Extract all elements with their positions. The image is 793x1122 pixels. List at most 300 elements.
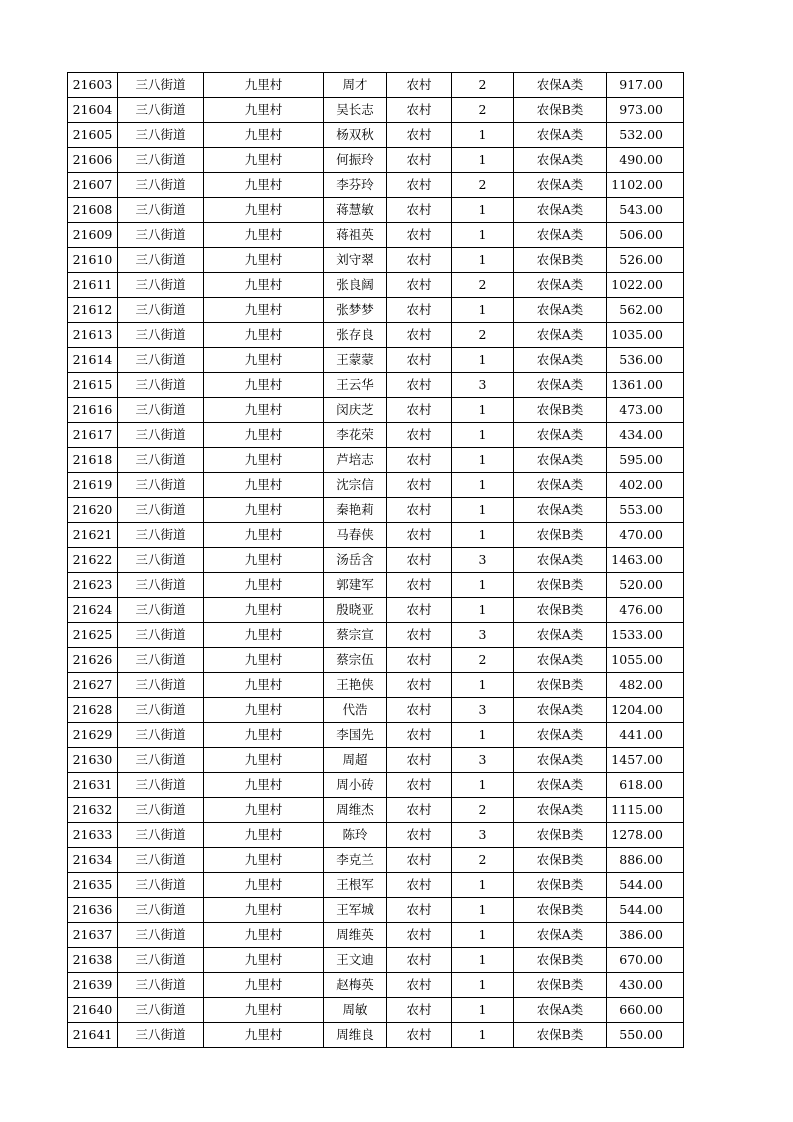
category-cell: 农保B类 — [514, 598, 607, 623]
village-cell: 九里村 — [204, 723, 324, 748]
category-cell: 农保A类 — [514, 798, 607, 823]
record-id-cell: 21610 — [68, 248, 118, 273]
record-id-cell: 21634 — [68, 848, 118, 873]
category-cell: 农保A类 — [514, 348, 607, 373]
name-cell: 马春侠 — [324, 523, 387, 548]
street-cell: 三八街道 — [118, 798, 204, 823]
amount-cell: 490.00 — [607, 148, 684, 173]
record-id-cell: 21614 — [68, 348, 118, 373]
table-row — [68, 298, 684, 323]
record-id-cell: 21633 — [68, 823, 118, 848]
village-cell: 九里村 — [204, 198, 324, 223]
household-type-cell: 农村 — [387, 873, 452, 898]
name-cell: 李国先 — [324, 723, 387, 748]
street-cell: 三八街道 — [118, 998, 204, 1023]
name-cell: 汤岳含 — [324, 548, 387, 573]
village-cell: 九里村 — [204, 798, 324, 823]
table-row — [68, 923, 684, 948]
people-count-cell: 1 — [452, 423, 514, 448]
people-count-cell: 1 — [452, 523, 514, 548]
table-row — [68, 698, 684, 723]
household-type-cell: 农村 — [387, 448, 452, 473]
people-count-cell: 1 — [452, 673, 514, 698]
category-cell: 农保A类 — [514, 648, 607, 673]
table-row — [68, 748, 684, 773]
street-cell: 三八街道 — [118, 348, 204, 373]
category-cell: 农保B类 — [514, 573, 607, 598]
name-cell: 王艳侠 — [324, 673, 387, 698]
name-cell: 芦培志 — [324, 448, 387, 473]
household-type-cell: 农村 — [387, 373, 452, 398]
amount-cell: 544.00 — [607, 873, 684, 898]
category-cell: 农保A类 — [514, 423, 607, 448]
village-cell: 九里村 — [204, 498, 324, 523]
household-type-cell: 农村 — [387, 598, 452, 623]
street-cell: 三八街道 — [118, 173, 204, 198]
category-cell: 农保A类 — [514, 698, 607, 723]
table-body — [68, 73, 684, 1048]
people-count-cell: 1 — [452, 948, 514, 973]
record-id-cell: 21629 — [68, 723, 118, 748]
record-id-cell: 21622 — [68, 548, 118, 573]
name-cell: 王根军 — [324, 873, 387, 898]
people-count-cell: 3 — [452, 373, 514, 398]
table-row — [68, 398, 684, 423]
table-row — [68, 198, 684, 223]
table-row — [68, 273, 684, 298]
people-count-cell: 1 — [452, 973, 514, 998]
record-id-cell: 21637 — [68, 923, 118, 948]
amount-cell: 660.00 — [607, 998, 684, 1023]
category-cell: 农保B类 — [514, 398, 607, 423]
name-cell: 蒋祖英 — [324, 223, 387, 248]
street-cell: 三八街道 — [118, 473, 204, 498]
household-type-cell: 农村 — [387, 348, 452, 373]
table-row — [68, 248, 684, 273]
table-row — [68, 323, 684, 348]
street-cell: 三八街道 — [118, 648, 204, 673]
category-cell: 农保A类 — [514, 298, 607, 323]
street-cell: 三八街道 — [118, 898, 204, 923]
record-id-cell: 21623 — [68, 573, 118, 598]
street-cell: 三八街道 — [118, 273, 204, 298]
people-count-cell: 2 — [452, 73, 514, 98]
household-type-cell: 农村 — [387, 273, 452, 298]
street-cell: 三八街道 — [118, 973, 204, 998]
name-cell: 王蒙蒙 — [324, 348, 387, 373]
category-cell: 农保B类 — [514, 898, 607, 923]
village-cell: 九里村 — [204, 698, 324, 723]
street-cell: 三八街道 — [118, 848, 204, 873]
name-cell: 蔡宗伍 — [324, 648, 387, 673]
category-cell: 农保A类 — [514, 173, 607, 198]
record-id-cell: 21619 — [68, 473, 118, 498]
household-type-cell: 农村 — [387, 123, 452, 148]
amount-cell: 618.00 — [607, 773, 684, 798]
people-count-cell: 3 — [452, 823, 514, 848]
table-row — [68, 448, 684, 473]
people-count-cell: 1 — [452, 723, 514, 748]
household-type-cell: 农村 — [387, 723, 452, 748]
table-row — [68, 173, 684, 198]
people-count-cell: 1 — [452, 248, 514, 273]
village-cell: 九里村 — [204, 1023, 324, 1048]
amount-cell: 441.00 — [607, 723, 684, 748]
category-cell: 农保A类 — [514, 773, 607, 798]
amount-cell: 1457.00 — [607, 748, 684, 773]
record-id-cell: 21612 — [68, 298, 118, 323]
table-row — [68, 123, 684, 148]
street-cell: 三八街道 — [118, 373, 204, 398]
household-type-cell: 农村 — [387, 548, 452, 573]
household-type-cell: 农村 — [387, 198, 452, 223]
people-count-cell: 1 — [452, 398, 514, 423]
village-cell: 九里村 — [204, 573, 324, 598]
village-cell: 九里村 — [204, 973, 324, 998]
household-type-cell: 农村 — [387, 923, 452, 948]
category-cell: 农保B类 — [514, 98, 607, 123]
category-cell: 农保B类 — [514, 873, 607, 898]
people-count-cell: 1 — [452, 298, 514, 323]
people-count-cell: 1 — [452, 473, 514, 498]
village-cell: 九里村 — [204, 73, 324, 98]
table-row — [68, 473, 684, 498]
street-cell: 三八街道 — [118, 523, 204, 548]
household-type-cell: 农村 — [387, 898, 452, 923]
village-cell: 九里村 — [204, 673, 324, 698]
household-type-cell: 农村 — [387, 248, 452, 273]
street-cell: 三八街道 — [118, 1023, 204, 1048]
name-cell: 周敏 — [324, 998, 387, 1023]
amount-cell: 434.00 — [607, 423, 684, 448]
household-type-cell: 农村 — [387, 223, 452, 248]
name-cell: 张良阔 — [324, 273, 387, 298]
record-id-cell: 21603 — [68, 73, 118, 98]
name-cell: 王军城 — [324, 898, 387, 923]
street-cell: 三八街道 — [118, 198, 204, 223]
household-type-cell: 农村 — [387, 848, 452, 873]
street-cell: 三八街道 — [118, 748, 204, 773]
village-cell: 九里村 — [204, 223, 324, 248]
street-cell: 三八街道 — [118, 598, 204, 623]
people-count-cell: 2 — [452, 273, 514, 298]
street-cell: 三八街道 — [118, 448, 204, 473]
name-cell: 周小砖 — [324, 773, 387, 798]
street-cell: 三八街道 — [118, 823, 204, 848]
name-cell: 李克兰 — [324, 848, 387, 873]
street-cell: 三八街道 — [118, 923, 204, 948]
people-count-cell: 2 — [452, 798, 514, 823]
name-cell: 何振玲 — [324, 148, 387, 173]
household-type-cell: 农村 — [387, 498, 452, 523]
name-cell: 周维良 — [324, 1023, 387, 1048]
amount-cell: 1035.00 — [607, 323, 684, 348]
name-cell: 张存良 — [324, 323, 387, 348]
people-count-cell: 3 — [452, 698, 514, 723]
village-cell: 九里村 — [204, 873, 324, 898]
category-cell: 农保A类 — [514, 473, 607, 498]
record-id-cell: 21638 — [68, 948, 118, 973]
amount-cell: 917.00 — [607, 73, 684, 98]
record-id-cell: 21616 — [68, 398, 118, 423]
street-cell: 三八街道 — [118, 423, 204, 448]
record-id-cell: 21639 — [68, 973, 118, 998]
category-cell: 农保A类 — [514, 548, 607, 573]
village-cell: 九里村 — [204, 848, 324, 873]
record-id-cell: 21640 — [68, 998, 118, 1023]
table-row — [68, 623, 684, 648]
table-row — [68, 873, 684, 898]
table-row — [68, 223, 684, 248]
people-count-cell: 1 — [452, 123, 514, 148]
record-id-cell: 21625 — [68, 623, 118, 648]
household-type-cell: 农村 — [387, 648, 452, 673]
household-type-cell: 农村 — [387, 673, 452, 698]
category-cell: 农保A类 — [514, 998, 607, 1023]
record-id-cell: 21632 — [68, 798, 118, 823]
village-cell: 九里村 — [204, 273, 324, 298]
table-row — [68, 573, 684, 598]
category-cell: 农保B类 — [514, 673, 607, 698]
people-count-cell: 1 — [452, 223, 514, 248]
category-cell: 农保A类 — [514, 123, 607, 148]
village-cell: 九里村 — [204, 348, 324, 373]
amount-cell: 1533.00 — [607, 623, 684, 648]
amount-cell: 595.00 — [607, 448, 684, 473]
people-count-cell: 2 — [452, 648, 514, 673]
amount-cell: 1115.00 — [607, 798, 684, 823]
amount-cell: 470.00 — [607, 523, 684, 548]
category-cell: 农保A类 — [514, 373, 607, 398]
people-count-cell: 2 — [452, 848, 514, 873]
table-row — [68, 423, 684, 448]
amount-cell: 543.00 — [607, 198, 684, 223]
street-cell: 三八街道 — [118, 398, 204, 423]
amount-cell: 550.00 — [607, 1023, 684, 1048]
category-cell: 农保A类 — [514, 73, 607, 98]
category-cell: 农保B类 — [514, 823, 607, 848]
village-cell: 九里村 — [204, 248, 324, 273]
table-row — [68, 823, 684, 848]
name-cell: 周维杰 — [324, 798, 387, 823]
amount-cell: 506.00 — [607, 223, 684, 248]
household-type-cell: 农村 — [387, 798, 452, 823]
amount-cell: 1055.00 — [607, 648, 684, 673]
table-row — [68, 973, 684, 998]
name-cell: 蒋慧敏 — [324, 198, 387, 223]
record-id-cell: 21609 — [68, 223, 118, 248]
amount-cell: 562.00 — [607, 298, 684, 323]
table-row — [68, 673, 684, 698]
table-row — [68, 523, 684, 548]
village-cell: 九里村 — [204, 323, 324, 348]
category-cell: 农保B类 — [514, 1023, 607, 1048]
village-cell: 九里村 — [204, 148, 324, 173]
name-cell: 刘守翠 — [324, 248, 387, 273]
name-cell: 周维英 — [324, 923, 387, 948]
table-row — [68, 773, 684, 798]
record-id-cell: 21618 — [68, 448, 118, 473]
street-cell: 三八街道 — [118, 948, 204, 973]
category-cell: 农保B类 — [514, 248, 607, 273]
record-id-cell: 21641 — [68, 1023, 118, 1048]
people-count-cell: 3 — [452, 548, 514, 573]
village-cell: 九里村 — [204, 398, 324, 423]
village-cell: 九里村 — [204, 823, 324, 848]
table-row — [68, 848, 684, 873]
amount-cell: 473.00 — [607, 398, 684, 423]
record-id-cell: 21631 — [68, 773, 118, 798]
village-cell: 九里村 — [204, 773, 324, 798]
category-cell: 农保A类 — [514, 323, 607, 348]
amount-cell: 1204.00 — [607, 698, 684, 723]
amount-cell: 1022.00 — [607, 273, 684, 298]
household-type-cell: 农村 — [387, 473, 452, 498]
table-row — [68, 1023, 684, 1048]
category-cell: 农保B类 — [514, 523, 607, 548]
record-id-cell: 21606 — [68, 148, 118, 173]
street-cell: 三八街道 — [118, 298, 204, 323]
amount-cell: 386.00 — [607, 923, 684, 948]
table-row — [68, 73, 684, 98]
people-count-cell: 1 — [452, 773, 514, 798]
name-cell: 秦艳莉 — [324, 498, 387, 523]
village-cell: 九里村 — [204, 548, 324, 573]
village-cell: 九里村 — [204, 523, 324, 548]
village-cell: 九里村 — [204, 448, 324, 473]
category-cell: 农保B类 — [514, 973, 607, 998]
people-count-cell: 1 — [452, 498, 514, 523]
category-cell: 农保A类 — [514, 498, 607, 523]
village-cell: 九里村 — [204, 648, 324, 673]
people-count-cell: 1 — [452, 1023, 514, 1048]
category-cell: 农保A类 — [514, 723, 607, 748]
street-cell: 三八街道 — [118, 323, 204, 348]
household-type-cell: 农村 — [387, 948, 452, 973]
people-count-cell: 3 — [452, 623, 514, 648]
name-cell: 周才 — [324, 73, 387, 98]
street-cell: 三八街道 — [118, 548, 204, 573]
name-cell: 王云华 — [324, 373, 387, 398]
name-cell: 杨双秋 — [324, 123, 387, 148]
people-count-cell: 1 — [452, 898, 514, 923]
household-type-cell: 农村 — [387, 398, 452, 423]
household-type-cell: 农村 — [387, 823, 452, 848]
village-cell: 九里村 — [204, 473, 324, 498]
street-cell: 三八街道 — [118, 223, 204, 248]
table-row — [68, 148, 684, 173]
household-type-cell: 农村 — [387, 173, 452, 198]
name-cell: 沈宗信 — [324, 473, 387, 498]
street-cell: 三八街道 — [118, 773, 204, 798]
people-count-cell: 1 — [452, 448, 514, 473]
village-cell: 九里村 — [204, 598, 324, 623]
village-cell: 九里村 — [204, 923, 324, 948]
table-row — [68, 598, 684, 623]
amount-cell: 553.00 — [607, 498, 684, 523]
amount-cell: 1102.00 — [607, 173, 684, 198]
amount-cell: 526.00 — [607, 248, 684, 273]
table-row — [68, 898, 684, 923]
table-row — [68, 98, 684, 123]
street-cell: 三八街道 — [118, 623, 204, 648]
amount-cell: 532.00 — [607, 123, 684, 148]
household-type-cell: 农村 — [387, 748, 452, 773]
table-row — [68, 648, 684, 673]
household-type-cell: 农村 — [387, 148, 452, 173]
name-cell: 殷晓亚 — [324, 598, 387, 623]
table-row — [68, 348, 684, 373]
people-count-cell: 2 — [452, 323, 514, 348]
table-row — [68, 998, 684, 1023]
village-cell: 九里村 — [204, 373, 324, 398]
table-row — [68, 373, 684, 398]
table-row — [68, 798, 684, 823]
name-cell: 赵梅英 — [324, 973, 387, 998]
street-cell: 三八街道 — [118, 498, 204, 523]
amount-cell: 1463.00 — [607, 548, 684, 573]
name-cell: 李花荣 — [324, 423, 387, 448]
category-cell: 农保A类 — [514, 223, 607, 248]
village-cell: 九里村 — [204, 623, 324, 648]
amount-cell: 1278.00 — [607, 823, 684, 848]
record-id-cell: 21617 — [68, 423, 118, 448]
record-id-cell: 21621 — [68, 523, 118, 548]
amount-cell: 402.00 — [607, 473, 684, 498]
record-id-cell: 21624 — [68, 598, 118, 623]
people-count-cell: 1 — [452, 148, 514, 173]
record-id-cell: 21626 — [68, 648, 118, 673]
name-cell: 代浩 — [324, 698, 387, 723]
household-type-cell: 农村 — [387, 73, 452, 98]
village-cell: 九里村 — [204, 748, 324, 773]
beneficiary-table — [67, 72, 684, 1048]
name-cell: 李芬玲 — [324, 173, 387, 198]
village-cell: 九里村 — [204, 898, 324, 923]
name-cell: 周超 — [324, 748, 387, 773]
amount-cell: 520.00 — [607, 573, 684, 598]
name-cell: 郭建军 — [324, 573, 387, 598]
table-row — [68, 948, 684, 973]
name-cell: 陈玲 — [324, 823, 387, 848]
amount-cell: 544.00 — [607, 898, 684, 923]
village-cell: 九里村 — [204, 123, 324, 148]
record-id-cell: 21627 — [68, 673, 118, 698]
record-id-cell: 21604 — [68, 98, 118, 123]
village-cell: 九里村 — [204, 423, 324, 448]
household-type-cell: 农村 — [387, 298, 452, 323]
amount-cell: 973.00 — [607, 98, 684, 123]
street-cell: 三八街道 — [118, 73, 204, 98]
household-type-cell: 农村 — [387, 773, 452, 798]
record-id-cell: 21636 — [68, 898, 118, 923]
household-type-cell: 农村 — [387, 1023, 452, 1048]
street-cell: 三八街道 — [118, 673, 204, 698]
amount-cell: 482.00 — [607, 673, 684, 698]
category-cell: 农保B类 — [514, 848, 607, 873]
category-cell: 农保A类 — [514, 148, 607, 173]
name-cell: 王文迪 — [324, 948, 387, 973]
category-cell: 农保A类 — [514, 748, 607, 773]
record-id-cell: 21613 — [68, 323, 118, 348]
household-type-cell: 农村 — [387, 98, 452, 123]
name-cell: 蔡宗宣 — [324, 623, 387, 648]
amount-cell: 430.00 — [607, 973, 684, 998]
amount-cell: 536.00 — [607, 348, 684, 373]
street-cell: 三八街道 — [118, 873, 204, 898]
record-id-cell: 21635 — [68, 873, 118, 898]
village-cell: 九里村 — [204, 998, 324, 1023]
